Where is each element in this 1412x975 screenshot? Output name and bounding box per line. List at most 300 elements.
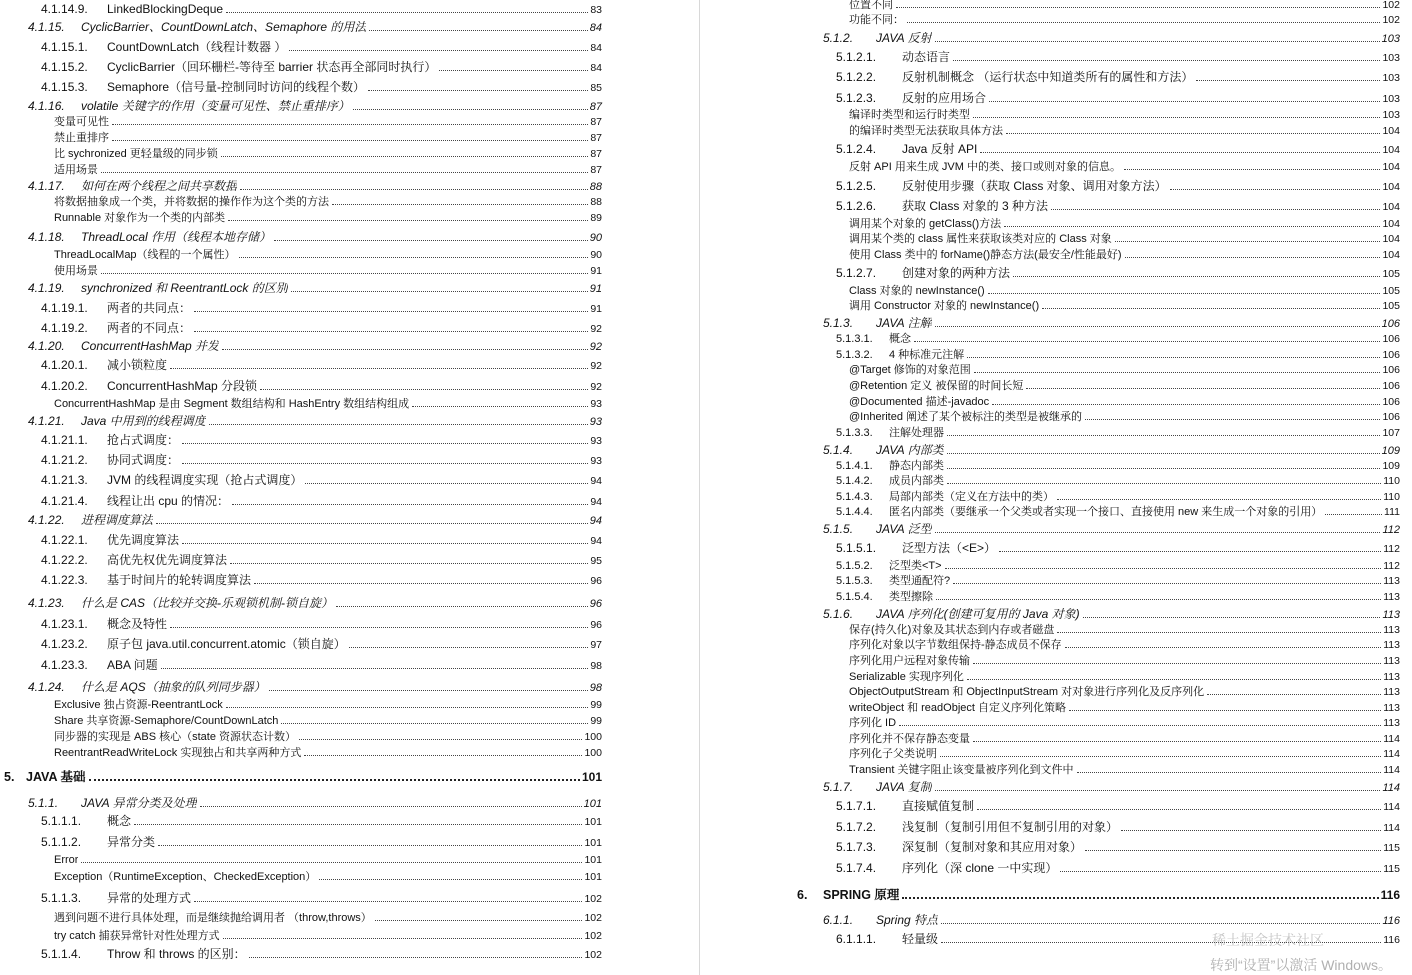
toc-entry-title: 异常的处理方式 <box>107 891 192 905</box>
toc-entry[interactable] <box>54 195 602 209</box>
toc-dot-leader <box>89 779 580 781</box>
toc-entry-page-number: 102 <box>584 949 602 961</box>
toc-entry[interactable] <box>41 379 602 394</box>
toc-entry-number: 5.1.5. <box>823 522 854 536</box>
toc-entry-page-number: 96 <box>589 598 602 610</box>
toc-entry-title: 变量可见性 <box>54 116 109 128</box>
toc-dot-leader <box>209 424 588 425</box>
toc-entry-page-number: 105 <box>1382 268 1400 280</box>
toc-entry-title: 反射 API 用来生成 JVM 中的类、接口或则对象的信息。 <box>849 161 1121 173</box>
toc-entry-title: ConcurrentHashMap 并发 <box>81 339 220 353</box>
toc-entry[interactable] <box>28 20 602 35</box>
toc-entry[interactable] <box>41 80 602 95</box>
toc-dot-leader <box>977 809 1381 810</box>
toc-entry-title: 如何在两个线程之间共享数据 <box>81 179 238 193</box>
toc-entry-title: JAVA 反射 <box>876 31 932 45</box>
toc-entry-title: CyclicBarrier、CountDownLatch、Semaphore 的用法 <box>81 20 367 34</box>
toc-entry-page-number: 103 <box>1382 72 1400 84</box>
toc-entry[interactable] <box>28 179 602 194</box>
toc-entry[interactable] <box>54 698 602 712</box>
toc-entry[interactable] <box>41 658 602 673</box>
toc-dot-leader <box>1077 772 1382 773</box>
toc-entry-number: 5.1.2.5. <box>836 179 877 193</box>
toc-dot-leader <box>232 504 588 505</box>
toc-entry[interactable] <box>41 573 602 588</box>
toc-entry[interactable] <box>823 607 1400 622</box>
toc-entry-number: 4.1.22. <box>28 513 65 527</box>
toc-entry-number: 5.1.2.3. <box>836 91 877 105</box>
toc-entry-page-number: 113 <box>1383 717 1400 729</box>
toc-dot-leader <box>1170 189 1381 190</box>
toc-entry-title: ReentrantReadWriteLock 实现独占和共享两种方式 <box>54 747 302 759</box>
toc-entry-title: 两者的共同点： <box>107 301 192 315</box>
toc-entry-title: ObjectOutputStream 和 ObjectInputStream 对对象进行序列化及反序列化 <box>849 686 1205 698</box>
toc-dot-leader <box>935 532 1381 533</box>
toc-entry[interactable] <box>849 670 1400 684</box>
toc-entry[interactable] <box>54 397 602 411</box>
toc-entry[interactable] <box>849 654 1400 668</box>
toc-dot-leader <box>230 563 588 564</box>
toc-dot-leader <box>914 341 1380 342</box>
toc-entry-title: 优先调度算法 <box>107 533 180 547</box>
toc-entry[interactable] <box>849 248 1400 262</box>
toc-entry[interactable] <box>41 473 602 488</box>
toc-entry[interactable] <box>4 770 602 784</box>
toc-entry-number: 6.1.1. <box>823 913 854 927</box>
toc-entry-page-number: 84 <box>590 42 602 54</box>
toc-entry[interactable] <box>54 115 602 129</box>
toc-entry[interactable] <box>28 680 602 695</box>
toc-entry-number: 4.1.21.2. <box>41 453 88 467</box>
toc-entry[interactable] <box>54 929 602 943</box>
toc-dot-leader <box>194 311 588 312</box>
toc-entry-title: JAVA 复制 <box>876 780 932 794</box>
toc-entry[interactable] <box>41 2 602 17</box>
toc-entry-number: 4.1.15.3. <box>41 80 88 94</box>
toc-entry-page-number: 115 <box>1383 863 1400 875</box>
toc-dot-leader <box>299 739 582 740</box>
toc-entry-number: 5.1.4.3. <box>836 491 873 503</box>
toc-entry-page-number: 87 <box>590 132 602 144</box>
toc-entry-page-number: 99 <box>590 699 602 711</box>
toc-entry[interactable] <box>41 358 602 373</box>
toc-entry-number: 4.1.19. <box>28 281 65 295</box>
toc-entry-page-number: 113 <box>1383 624 1400 636</box>
toc-entry-title: CountDownLatch（线程计数器 ） <box>107 40 287 54</box>
toc-dot-leader <box>228 220 588 221</box>
toc-dot-leader <box>973 663 1381 664</box>
toc-dot-leader <box>170 627 588 628</box>
toc-dot-leader <box>101 273 588 274</box>
toc-entry-title: 概念及特性 <box>107 617 168 631</box>
toc-entry-page-number: 112 <box>1383 543 1400 555</box>
toc-dot-leader <box>907 22 1380 23</box>
toc-entry[interactable] <box>849 160 1400 174</box>
toc-entry-page-number: 103 <box>1382 109 1400 121</box>
toc-entry-page-number: 98 <box>590 660 602 672</box>
toc-entry-page-number: 91 <box>589 283 602 295</box>
toc-entry[interactable] <box>28 281 602 296</box>
toc-entry-page-number: 94 <box>590 475 602 487</box>
toc-entry-number: 4.1.22.3. <box>41 573 88 587</box>
toc-entry[interactable] <box>849 732 1400 746</box>
toc-entry[interactable] <box>836 332 1400 346</box>
toc-entry-page-number: 93 <box>589 416 602 428</box>
toc-entry[interactable] <box>54 147 602 161</box>
toc-entry-title: 什么是 CAS（比较并交换-乐观锁机制-锁自旋） <box>81 596 334 610</box>
toc-entry[interactable] <box>849 299 1400 313</box>
toc-entry[interactable] <box>849 217 1400 231</box>
toc-entry-number: 5.1.4. <box>823 443 854 457</box>
toc-entry-title: Java 中用到的线程调度 <box>81 414 206 428</box>
toc-entry-title: Runnable 对象作为一个类的内部类 <box>54 212 226 224</box>
toc-entry[interactable] <box>849 13 1400 27</box>
toc-entry-page-number: 92 <box>590 323 602 335</box>
toc-entry-title: ConcurrentHashMap 是由 Segment 数组结构和 HashEntry 数组结构组成 <box>54 398 410 410</box>
toc-entry[interactable] <box>28 796 602 811</box>
toc-entry-page-number: 115 <box>1383 842 1400 854</box>
toc-entry-title: 局部内部类（定义在方法中的类） <box>889 491 1054 503</box>
toc-entry-number: 4.1.21. <box>28 414 65 428</box>
toc-dot-leader <box>305 483 588 484</box>
toc-entry[interactable] <box>41 891 602 906</box>
toc-entry-title: 注解处理器 <box>889 427 944 439</box>
toc-entry-number: 4.1.21.1. <box>41 433 88 447</box>
toc-entry-page-number: 88 <box>590 196 602 208</box>
toc-entry-title: 的编译时类型无法获取具体方法 <box>849 125 1003 137</box>
toc-entry[interactable] <box>41 814 602 829</box>
toc-entry[interactable] <box>41 321 602 336</box>
toc-dot-leader <box>254 583 588 584</box>
toc-entry[interactable] <box>849 763 1400 777</box>
toc-entry[interactable] <box>836 474 1400 488</box>
toc-entry-page-number: 93 <box>590 455 602 467</box>
toc-entry-title: 序列化 ID <box>849 717 897 729</box>
toc-entry-page-number: 106 <box>1381 318 1400 330</box>
toc-entry[interactable] <box>849 108 1400 122</box>
toc-dot-leader <box>112 140 588 141</box>
toc-entry-page-number: 104 <box>1382 125 1400 137</box>
toc-entry[interactable] <box>836 505 1400 519</box>
toc-dot-leader <box>902 897 1378 899</box>
toc-entry[interactable] <box>836 50 1400 65</box>
toc-entry[interactable] <box>54 870 602 884</box>
toc-entry-title: Exception（RuntimeException、CheckedException） <box>54 871 317 883</box>
toc-entry-title: Semaphore（信号量-控制同时访问的线程个数） <box>107 80 366 94</box>
toc-entry[interactable] <box>836 91 1400 106</box>
toc-dot-leader <box>1124 169 1381 170</box>
toc-dot-leader <box>156 523 588 524</box>
toc-entry[interactable] <box>823 913 1400 928</box>
toc-entry[interactable] <box>54 248 602 262</box>
toc-entry[interactable] <box>41 553 602 568</box>
toc-entry[interactable] <box>836 348 1400 362</box>
toc-entry-page-number: 110 <box>1383 475 1400 487</box>
toc-entry-number: 4.1.22.1. <box>41 533 88 547</box>
toc-entry-page-number: 92 <box>590 381 602 393</box>
toc-entry[interactable] <box>54 746 602 760</box>
toc-dot-leader <box>1013 276 1380 277</box>
toc-entry-page-number: 101 <box>584 816 602 828</box>
toc-dot-leader <box>134 824 582 825</box>
toc-entry[interactable] <box>28 596 602 611</box>
toc-entry-page-number: 102 <box>584 930 602 942</box>
toc-entry-title: 序列化（深 clone 一中实现） <box>902 861 1058 875</box>
toc-entry[interactable] <box>849 685 1400 699</box>
toc-entry[interactable] <box>28 414 602 429</box>
toc-entry[interactable] <box>54 911 602 925</box>
toc-entry-title: ABA 问题 <box>107 658 158 672</box>
toc-entry-title: 动态语言 <box>902 50 951 64</box>
toc-entry[interactable] <box>849 0 1400 12</box>
toc-entry-page-number: 103 <box>1382 93 1400 105</box>
toc-entry[interactable] <box>54 714 602 728</box>
toc-dot-leader <box>101 172 588 173</box>
toc-entry-number: 5.1.1.2. <box>41 835 82 849</box>
toc-dot-leader <box>1004 226 1380 227</box>
toc-entry[interactable] <box>849 623 1400 637</box>
toc-entry-title: 编译时类型和运行时类型 <box>849 109 970 121</box>
toc-entry-title: volatile 关键字的作用（变量可见性、禁止重排序） <box>81 99 350 113</box>
toc-entry-page-number: 112 <box>1383 560 1400 572</box>
toc-entry[interactable] <box>836 459 1400 473</box>
toc-dot-leader <box>182 443 588 444</box>
toc-dot-leader <box>973 741 1381 742</box>
toc-dot-leader <box>194 331 588 332</box>
toc-dot-leader <box>249 957 583 958</box>
toc-entry-page-number: 113 <box>1383 575 1400 587</box>
toc-entry[interactable] <box>849 379 1400 393</box>
toc-entry[interactable] <box>849 284 1400 298</box>
toc-entry[interactable] <box>836 266 1400 281</box>
toc-entry[interactable] <box>28 230 602 245</box>
toc-entry[interactable] <box>849 701 1400 715</box>
toc-entry[interactable] <box>54 853 602 867</box>
toc-dot-leader <box>239 257 589 258</box>
toc-dot-leader <box>953 60 1380 61</box>
toc-entry[interactable] <box>41 533 602 548</box>
toc-dot-leader <box>291 291 588 292</box>
toc-entry-number: 5.1.7.1. <box>836 799 877 813</box>
toc-entry[interactable] <box>823 522 1400 537</box>
toc-entry[interactable] <box>836 861 1400 876</box>
toc-dot-leader <box>200 806 582 807</box>
toc-entry-page-number: 104 <box>1382 201 1400 213</box>
toc-entry[interactable] <box>41 494 602 509</box>
toc-dot-leader <box>439 70 588 71</box>
toc-entry[interactable] <box>836 590 1400 604</box>
toc-entry[interactable] <box>849 638 1400 652</box>
toc-dot-leader <box>221 156 589 157</box>
toc-entry[interactable] <box>849 363 1400 377</box>
toc-entry[interactable] <box>836 142 1400 157</box>
toc-entry-page-number: 114 <box>1383 764 1400 776</box>
toc-entry[interactable] <box>836 840 1400 855</box>
toc-entry[interactable] <box>54 131 602 145</box>
toc-dot-leader <box>1085 850 1381 851</box>
toc-entry-number: 5.1.2.2. <box>836 70 877 84</box>
toc-entry-page-number: 116 <box>1383 934 1400 946</box>
toc-entry-title: 使用场景 <box>54 265 98 277</box>
toc-entry[interactable] <box>849 410 1400 424</box>
toc-entry-page-number: 92 <box>590 360 602 372</box>
toc-entry[interactable] <box>41 637 602 652</box>
toc-entry-title: 成员内部类 <box>889 475 944 487</box>
toc-entry[interactable] <box>836 490 1400 504</box>
toc-dot-leader <box>81 862 582 863</box>
toc-entry[interactable] <box>823 443 1400 458</box>
toc-dot-leader <box>1069 710 1381 711</box>
toc-entry-title: 深复制（复制对象和其应用对象） <box>902 840 1083 854</box>
toc-entry-page-number: 113 <box>1382 609 1400 621</box>
toc-entry[interactable] <box>41 835 602 850</box>
toc-dot-leader <box>369 30 587 31</box>
toc-entry[interactable] <box>28 513 602 528</box>
toc-entry-number: 4.1.17. <box>28 179 65 193</box>
toc-entry-page-number: 90 <box>590 249 602 261</box>
toc-entry-title: JAVA 内部类 <box>876 443 944 457</box>
toc-entry-title: 反射机制概念 （运行状态中知道类所有的属性和方法） <box>902 70 1194 84</box>
toc-entry[interactable] <box>823 316 1400 331</box>
toc-entry[interactable] <box>836 541 1400 556</box>
toc-entry[interactable] <box>54 264 602 278</box>
toc-entry-title: 类型通配符? <box>889 575 951 587</box>
toc-entry[interactable] <box>28 339 602 354</box>
toc-dot-leader <box>260 389 588 390</box>
toc-dot-leader <box>158 845 582 846</box>
toc-entry[interactable] <box>41 301 602 316</box>
toc-entry[interactable] <box>41 40 602 55</box>
toc-entry-page-number: 104 <box>1382 249 1400 261</box>
toc-entry-title: 4 种标准元注解 <box>889 349 965 361</box>
toc-entry-title: 功能不同： <box>849 14 904 26</box>
toc-entry[interactable] <box>849 747 1400 761</box>
toc-entry-page-number: 113 <box>1383 702 1400 714</box>
toc-entry-title: 调用某个对象的 getClass()方法 <box>849 218 1002 230</box>
toc-dot-leader <box>999 551 1381 552</box>
toc-entry[interactable] <box>41 453 602 468</box>
toc-entry[interactable] <box>836 426 1400 440</box>
toc-entry-number: 5.1.2.1. <box>836 50 877 64</box>
toc-entry-page-number: 93 <box>590 398 602 410</box>
toc-entry[interactable] <box>54 730 602 744</box>
toc-entry-page-number: 112 <box>1382 524 1400 536</box>
toc-dot-leader <box>281 723 588 724</box>
site-watermark: 稀土掘金技术社区 <box>1212 932 1324 948</box>
toc-dot-leader <box>412 406 588 407</box>
toc-entry[interactable] <box>54 163 602 177</box>
toc-entry-page-number: 110 <box>1383 491 1400 503</box>
toc-dot-leader <box>368 90 588 91</box>
toc-entry-number: 5.1.7.3. <box>836 840 877 854</box>
toc-entry-page-number: 104 <box>1382 218 1400 230</box>
toc-entry-title: CyclicBarrier（回环栅栏-等待至 barrier 状态再全部同时执行） <box>107 60 437 74</box>
toc-entry-page-number: 87 <box>589 101 602 113</box>
toc-entry-title: JVM 的线程调度实现（抢占式调度） <box>107 473 303 487</box>
toc-entry-page-number: 84 <box>590 62 602 74</box>
toc-entry[interactable] <box>797 888 1400 902</box>
toc-entry[interactable] <box>836 559 1400 573</box>
toc-entry-number: 4.1.21.3. <box>41 473 88 487</box>
toc-dot-leader <box>1006 133 1380 134</box>
toc-entry[interactable] <box>836 199 1400 214</box>
toc-dot-leader <box>935 41 1380 42</box>
toc-entry-title: 同步器的实现是 ABS 核心（state 资源状态计数） <box>54 731 297 743</box>
toc-entry-page-number: 106 <box>1382 364 1400 376</box>
toc-entry[interactable] <box>41 947 602 962</box>
toc-entry-page-number: 109 <box>1381 445 1400 457</box>
toc-dot-leader <box>170 368 588 369</box>
toc-entry-number: 4.1.19.2. <box>41 321 88 335</box>
toc-entry[interactable] <box>836 179 1400 194</box>
toc-entry-title: 位置不同 <box>849 0 893 11</box>
toc-entry-page-number: 116 <box>1382 915 1400 927</box>
toc-entry-number: 5.1.4.2. <box>836 475 873 487</box>
toc-entry-title: JAVA 序列化(创建可复用的 Java 对象) <box>876 607 1080 621</box>
toc-entry[interactable] <box>849 395 1400 409</box>
toc-dot-leader <box>953 583 1381 584</box>
toc-dot-leader <box>1060 871 1381 872</box>
toc-entry-number: 5.1.1.3. <box>41 891 82 905</box>
toc-entry-page-number: 95 <box>590 555 602 567</box>
toc-entry-title: try catch 捕获异常针对性处理方式 <box>54 930 220 942</box>
toc-dot-leader <box>194 901 582 902</box>
toc-entry-title: Spring 特点 <box>876 913 939 927</box>
toc-entry[interactable] <box>836 574 1400 588</box>
toc-entry-page-number: 116 <box>1380 888 1400 902</box>
toc-entry[interactable] <box>823 780 1400 795</box>
toc-entry[interactable] <box>823 31 1400 46</box>
toc-entry-number: 4.1.15.2. <box>41 60 88 74</box>
toc-entry-number: 4.1.20.2. <box>41 379 88 393</box>
toc-dot-leader <box>1083 617 1381 618</box>
toc-dot-leader <box>1121 830 1381 831</box>
toc-entry-page-number: 87 <box>590 148 602 160</box>
toc-entry-page-number: 104 <box>1382 181 1400 193</box>
toc-entry-title: 调用 Constructor 对象的 newInstance() <box>849 300 1040 312</box>
toc-entry-title: 将数据抽象成一个类，并将数据的操作作为这个类的方法 <box>54 196 329 208</box>
toc-entry[interactable] <box>41 60 602 75</box>
toc-entry[interactable] <box>41 433 602 448</box>
toc-entry-number: 4.1.16. <box>28 99 65 113</box>
toc-entry[interactable] <box>836 70 1400 85</box>
toc-entry-title: JAVA 基础 <box>26 770 86 784</box>
toc-entry[interactable] <box>54 211 602 225</box>
toc-entry-title: 类型擦除 <box>889 591 933 603</box>
toc-entry[interactable] <box>41 617 602 632</box>
toc-entry[interactable] <box>836 820 1400 835</box>
toc-dot-leader <box>1125 257 1381 258</box>
toc-entry[interactable] <box>28 99 602 114</box>
toc-entry-number: 4.1.23.2. <box>41 637 88 651</box>
toc-entry-page-number: 114 <box>1383 801 1400 813</box>
toc-entry-page-number: 103 <box>1381 33 1400 45</box>
toc-entry-title: 什么是 AQS（抽象的队列同步器） <box>81 680 266 694</box>
toc-entry-title: Exclusive 独占资源-ReentrantLock <box>54 699 223 711</box>
toc-entry-title: 协同式调度： <box>107 453 180 467</box>
toc-entry[interactable] <box>849 232 1400 246</box>
toc-entry-page-number: 101 <box>583 798 602 810</box>
toc-entry[interactable] <box>849 716 1400 730</box>
toc-entry-title: Share 共享资源-Semaphore/CountDownLatch <box>54 715 279 727</box>
toc-entry[interactable] <box>836 799 1400 814</box>
toc-entry-number: 4.1.22.2. <box>41 553 88 567</box>
toc-entry-page-number: 106 <box>1382 411 1400 423</box>
toc-entry-title: Error <box>54 854 79 866</box>
toc-entry-title: JAVA 异常分类及处理 <box>81 796 197 810</box>
toc-entry[interactable] <box>849 124 1400 138</box>
toc-dot-leader <box>1057 632 1381 633</box>
